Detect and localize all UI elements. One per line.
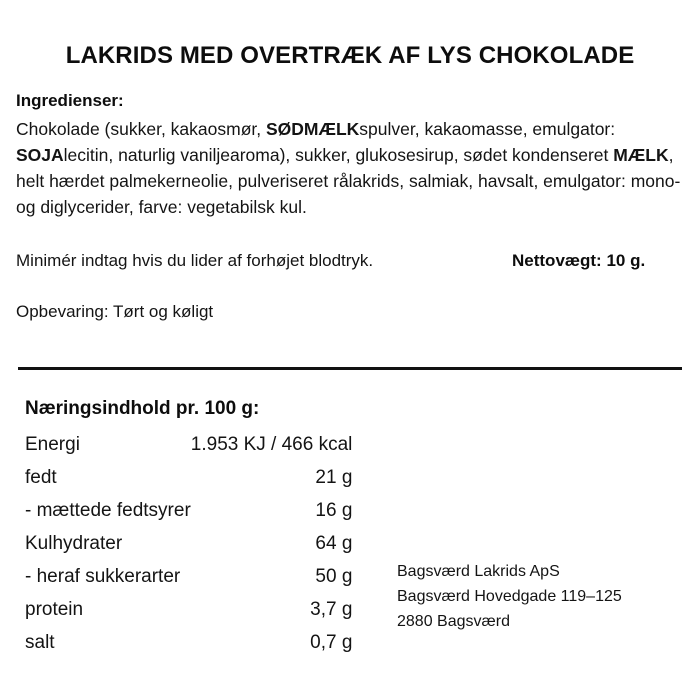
ingredient-run: lecitin, naturlig vaniljearoma), sukker, glukosesirup, sødet kondenseret bbox=[63, 145, 614, 165]
health-advisory-text: Minimér indtag hvis du lider af forhøjet blodtryk. bbox=[16, 251, 374, 270]
nutrient-label: Kulhydrater bbox=[25, 533, 123, 554]
nutrition-row bbox=[25, 626, 352, 659]
nutrition-row bbox=[25, 461, 352, 494]
allergen-emphasis: SØDMÆLK bbox=[265, 119, 360, 139]
nutrition-table bbox=[25, 428, 352, 659]
nutrition-row bbox=[25, 593, 352, 626]
advisory-section bbox=[16, 249, 684, 273]
nutrition-heading: Næringsindhold pr. 100 g: bbox=[25, 398, 260, 419]
nutrition-table-body bbox=[25, 428, 352, 659]
address-line: Bagsværd Lakrids ApS bbox=[397, 563, 560, 580]
nutrient-value: 64 g bbox=[315, 533, 353, 554]
nutrition-row bbox=[25, 428, 352, 461]
nutrition-row bbox=[25, 494, 352, 527]
ingredients-section bbox=[16, 90, 684, 220]
ingredient-run: , helt hærdet palmekerneolie, pulveriseret rålakrids, salmiak, havsalt, emulgator: mono- og diglycerider, farve: vegetabilsk kul. bbox=[16, 145, 681, 217]
nutrient-value: 21 g bbox=[315, 467, 353, 488]
allergen-emphasis: MÆLK bbox=[613, 145, 669, 165]
nutrition-row bbox=[25, 527, 352, 560]
address-line: Bagsværd Hovedgade 119–125 bbox=[397, 588, 622, 605]
nutrient-label: salt bbox=[25, 632, 55, 653]
storage-instructions: Opbevaring: Tørt og køligt bbox=[16, 302, 214, 321]
nutrient-value: 0,7 g bbox=[310, 632, 353, 653]
nutrient-value: 50 g bbox=[315, 566, 353, 587]
nutrition-row bbox=[25, 560, 352, 593]
nutrient-value: 16 g bbox=[315, 500, 353, 521]
nutrient-label: Energi bbox=[25, 434, 80, 455]
nutrient-label: fedt bbox=[25, 467, 57, 488]
address-line: 2880 Bagsværd bbox=[397, 613, 510, 630]
nutrition-section bbox=[25, 396, 353, 659]
page-title: LAKRIDS MED OVERTRÆK AF LYS CHOKOLADE bbox=[65, 42, 635, 69]
nutrient-value: 1.953 KJ / 466 kcal bbox=[190, 434, 353, 455]
allergen-emphasis: SOJA bbox=[16, 145, 64, 165]
nutrient-label: - mættede fedtsyrer bbox=[25, 500, 191, 521]
ingredients-heading: Ingredienser: bbox=[16, 91, 124, 110]
ingredient-run: Chokolade (sukker, kakaosmør, bbox=[16, 119, 266, 139]
ingredient-run: spulver, kakaomasse, emulgator: bbox=[359, 119, 616, 139]
manufacturer-address bbox=[397, 559, 622, 634]
nutrient-label: - heraf sukkerarter bbox=[25, 566, 181, 587]
nutrient-value: 3,7 g bbox=[310, 599, 353, 620]
nutrient-label: protein bbox=[25, 599, 84, 620]
net-weight-value: Nettovægt: 10 g. bbox=[512, 251, 646, 270]
ingredients-text bbox=[16, 116, 684, 220]
section-divider bbox=[18, 367, 682, 370]
